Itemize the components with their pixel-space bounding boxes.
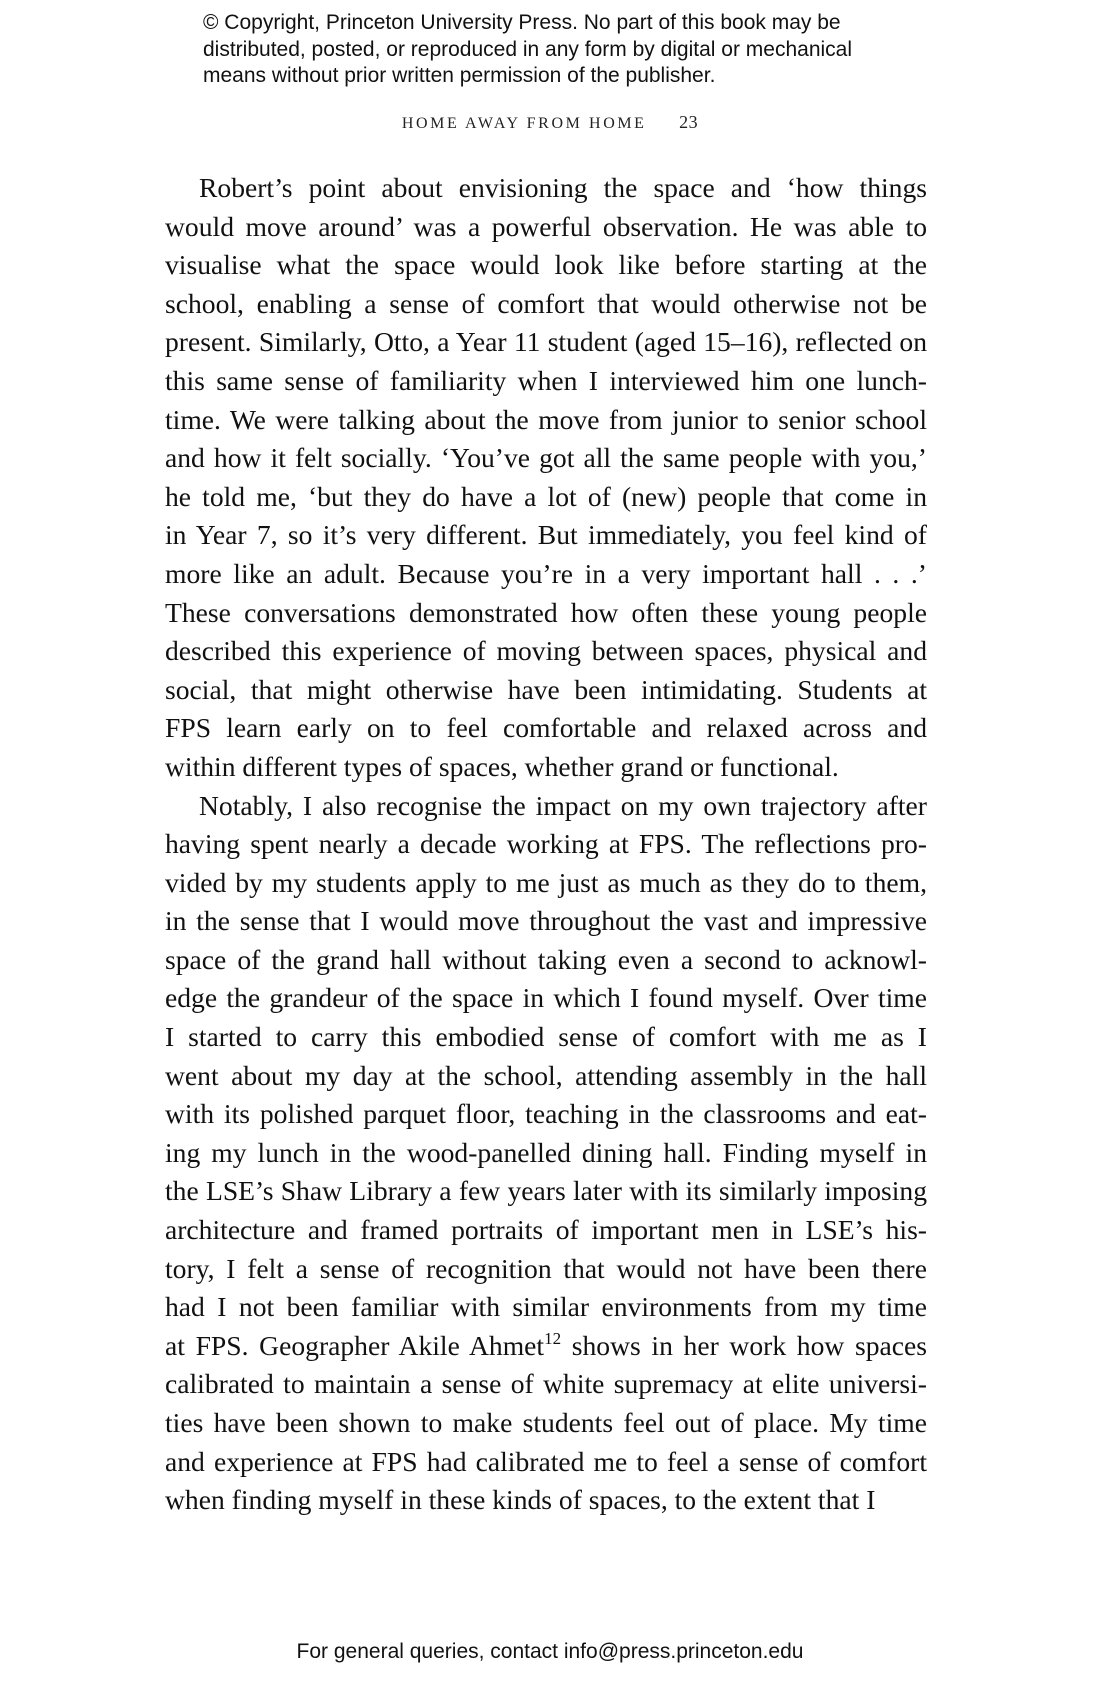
text-line: visualise what the space would look like before starting at the (165, 249, 927, 281)
text-line: more like an adult. Because you’re in a very important hall . . .’ (165, 557, 927, 589)
copyright-line: means without prior written permission of the publisher. (203, 64, 716, 87)
text-line: school, enabling a sense of comfort that would otherwise not be (165, 287, 927, 319)
text-line: in Year 7, so it’s very different. But immediately, you feel kind of (165, 519, 927, 551)
text-line: and experience at FPS had calibrated me to feel a sense of comfort (165, 1445, 927, 1477)
text-line: within different types of spaces, whether grand or functional. (165, 750, 839, 782)
page-number: 23 (679, 112, 699, 132)
body-text (165, 169, 927, 1520)
text-line: this same sense of familiarity when I interviewed him one lunch- (165, 364, 927, 396)
footer-contact: For general queries, contact info@press.princeton.edu (296, 1640, 804, 1663)
text-line: Notably, I also recognise the impact on my own trajectory after (199, 789, 927, 821)
text-line: the LSE’s Shaw Library a few years later with its similarly imposing (165, 1175, 927, 1207)
text-line: described this experience of moving between spaces, physical and (165, 635, 927, 667)
text-line: in the sense that I would move throughout the vast and impressive (165, 905, 927, 937)
text-line: Robert’s point about envisioning the space and ‘how things (199, 172, 927, 203)
text-line: went about my day at the school, attending assembly in the hall (165, 1059, 927, 1091)
text-line: he told me, ‘but they do have a lot of (new) people that come in (165, 480, 927, 512)
text-line: had I not been familiar with similar environments from my time (165, 1291, 927, 1323)
text-line: FPS learn early on to feel comfortable and relaxed across and (165, 712, 927, 744)
text-line: would move around’ was a powerful observation. He was able to (165, 210, 927, 242)
text-line: ing my lunch in the wood-panelled dining hall. Finding myself in (165, 1136, 927, 1168)
text-line: space of the grand hall without taking even a second to acknowl- (165, 943, 927, 975)
text-line: vided by my students apply to me just as much as they do to them, (165, 866, 927, 898)
text-line: time. We were talking about the move from junior to senior school (165, 403, 927, 435)
text-fragment: at FPS. Geographer Akile Ahmet (165, 1329, 545, 1361)
copyright-line: © Copyright, Princeton University Press. No part of this book may be (203, 11, 841, 34)
text-line: ties have been shown to make students feel out of place. My time (165, 1407, 927, 1438)
text-line: architecture and framed portraits of important men in LSE’s his- (165, 1214, 927, 1246)
running-head-title: HOME AWAY FROM HOME (401, 115, 647, 132)
text-line (165, 1327, 927, 1366)
copyright-notice (203, 10, 923, 90)
text-line: calibrated to maintain a sense of white supremacy at elite universi- (165, 1368, 927, 1400)
footnote-marker: 12 (544, 1328, 562, 1348)
copyright-line: distributed, posted, or reproduced in any form by digital or mechanical (203, 37, 853, 61)
text-fragment: shows in her work how spaces (561, 1329, 927, 1361)
text-line: These conversations demonstrated how often these young people (165, 596, 927, 628)
text-line: having spent nearly a decade working at FPS. The reflections pro- (165, 828, 927, 860)
text-line: edge the grandeur of the space in which I found myself. Over time (165, 982, 927, 1014)
running-head (0, 112, 1100, 133)
text-line: I started to carry this embodied sense of comfort with me as I (165, 1021, 927, 1053)
text-line: present. Similarly, Otto, a Year 11 student (aged 15–16), reflected on (165, 326, 927, 358)
text-line: and how it felt socially. ‘You’ve got all the same people with you,’ (165, 442, 927, 474)
text-line: when finding myself in these kinds of spaces, to the extent that I (165, 1484, 876, 1516)
text-line: with its polished parquet floor, teaching in the classrooms and eat- (165, 1098, 927, 1130)
text-line: social, that might otherwise have been intimidating. Students at (165, 673, 927, 705)
text-line: tory, I felt a sense of recognition that would not have been there (165, 1252, 927, 1284)
